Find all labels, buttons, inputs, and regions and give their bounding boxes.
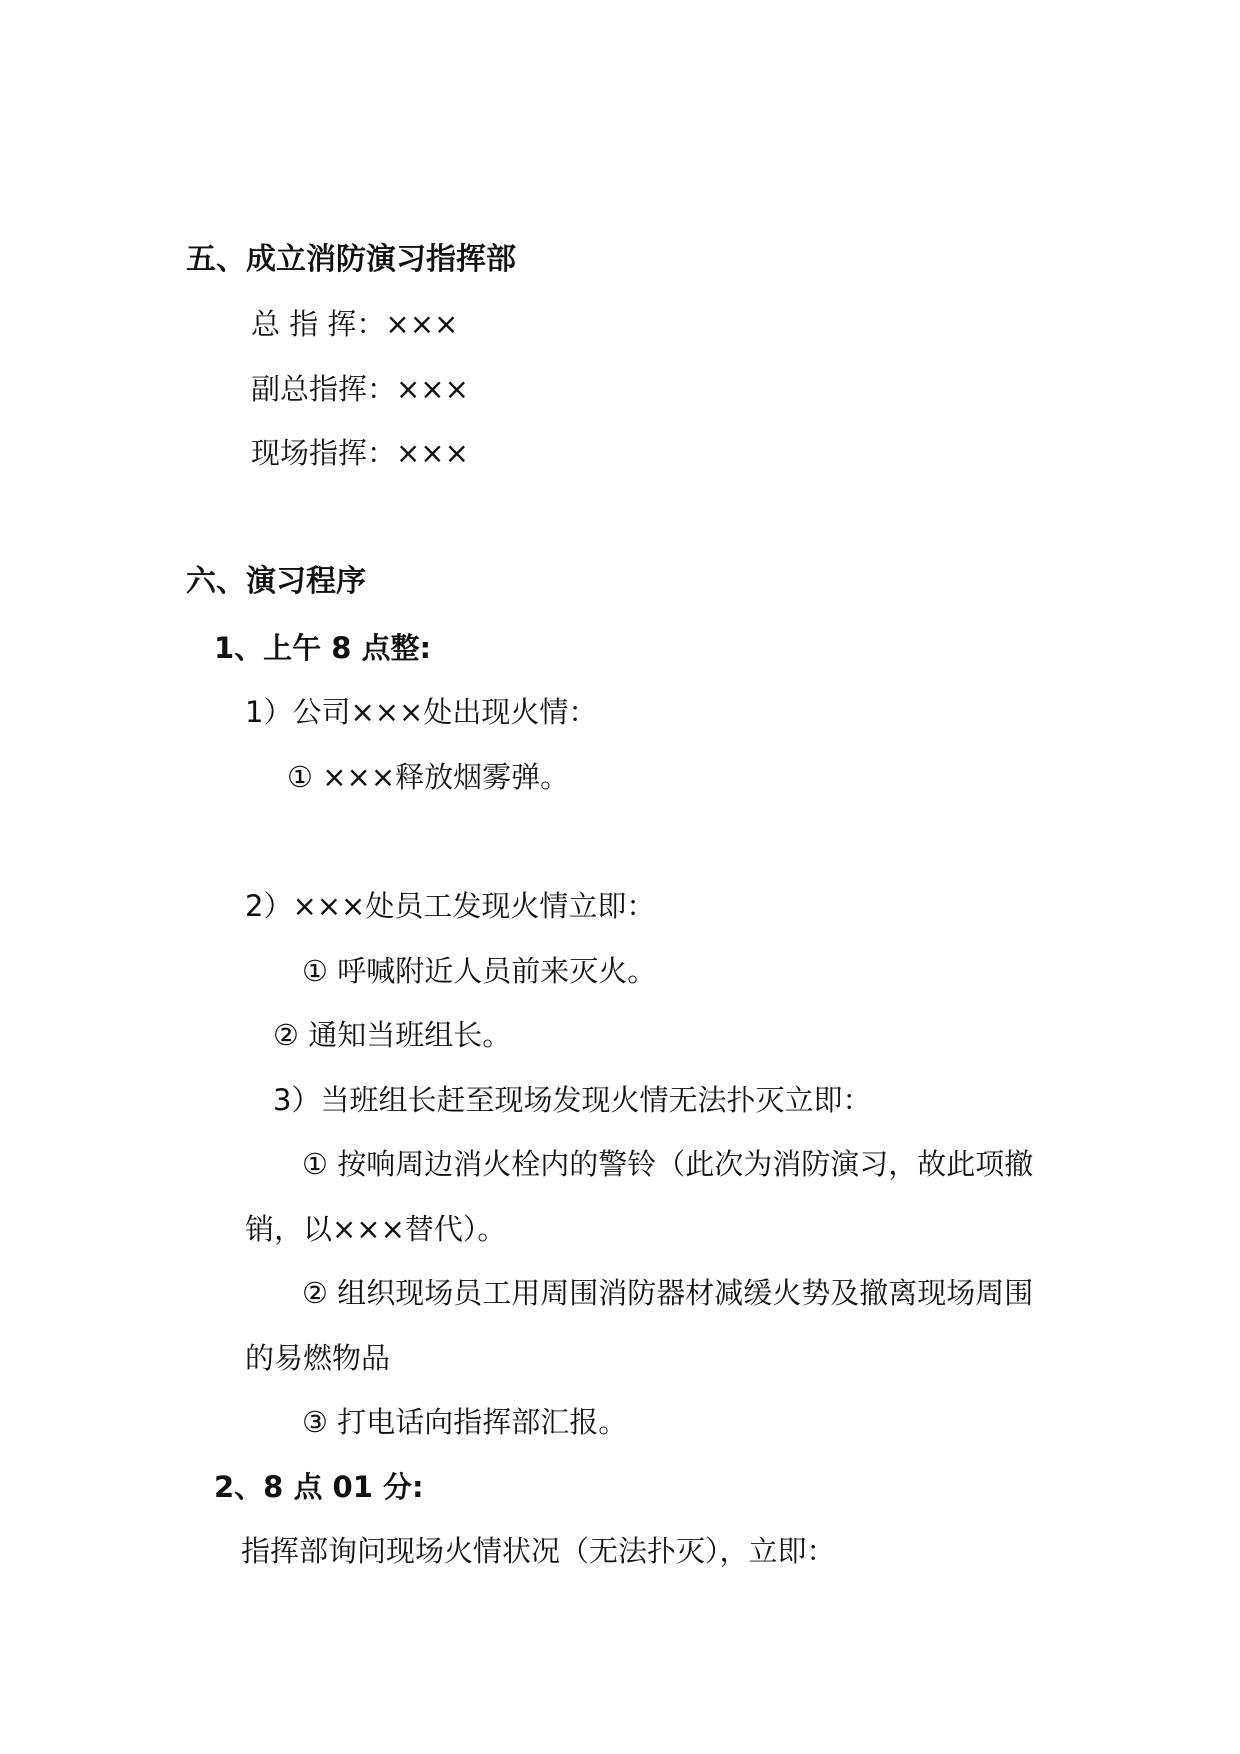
section-6-title: 六、演习程序 <box>186 564 366 599</box>
step-1-item-1-sub-1: ① ×××释放烟雾弹。 <box>287 760 570 794</box>
role-site-commander: 现场指挥：××× <box>251 436 469 470</box>
step-1-item-3-sub-1-line-1: ① 按响周边消火栓内的警铃（此次为消防演习，故此项撤 <box>302 1147 1034 1181</box>
role-deputy-commander: 副总指挥：××× <box>251 372 469 406</box>
step-1-item-3-sub-2-line-1: ② 组织现场员工用周围消防器材减缓火势及撤离现场周围 <box>302 1276 1034 1310</box>
step-1-item-2-sub-1: ① 呼喊附近人员前来灭火。 <box>302 954 657 988</box>
step-1-item-1: 1）公司×××处出现火情： <box>245 695 598 729</box>
step-2-heading: 2、8 点 01 分: <box>214 1470 424 1504</box>
step-2-item-1: 指挥部询问现场火情状况（无法扑灭），立即： <box>241 1534 836 1568</box>
step-1-heading: 1、上午 8 点整: <box>214 631 432 665</box>
section-5-title: 五、成立消防演习指挥部 <box>186 242 516 277</box>
step-1-item-3-sub-3: ③ 打电话向指挥部汇报。 <box>302 1405 628 1439</box>
step-1-item-3-sub-2-line-2: 的易燃物品 <box>245 1341 391 1375</box>
step-1-item-3: 3）当班组长赶至现场发现火情无法扑灭立即： <box>273 1083 872 1117</box>
step-1-item-2: 2）×××处员工发现火情立即： <box>245 889 656 923</box>
step-1-item-2-sub-2: ② 通知当班组长。 <box>273 1018 512 1052</box>
step-1-item-3-sub-1-line-2: 销，以×××替代）。 <box>245 1212 507 1246</box>
role-chief-commander: 总 指 挥：××× <box>251 307 459 341</box>
